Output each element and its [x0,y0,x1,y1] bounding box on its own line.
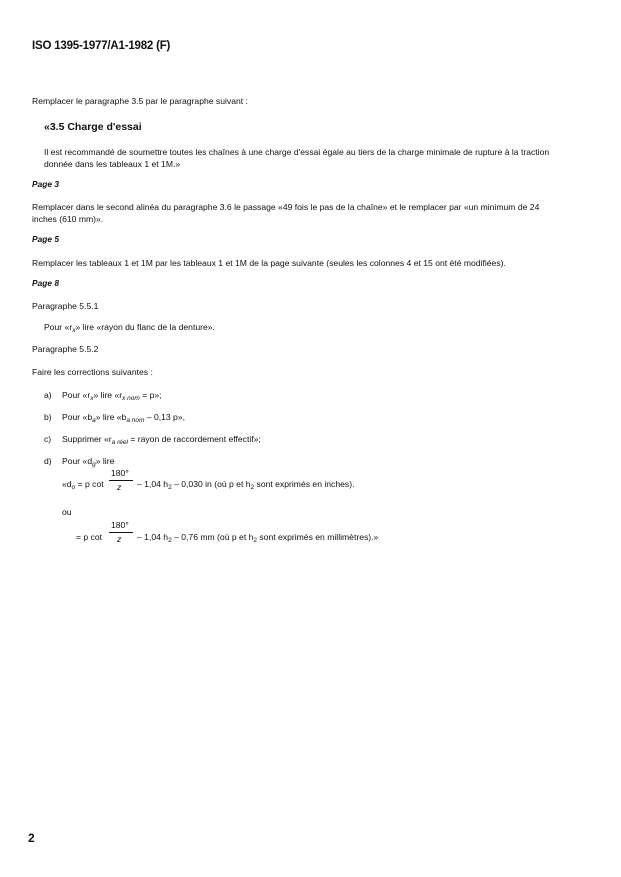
page-3-text-line-1: Remplacer dans le second alinéa du paragraphe 3.6 le passage «49 fois le pas de la chaîne» et le remplacer par «un minimum de 24 [32,202,540,212]
formula-2-numerator: 180° [111,520,129,530]
correction-c-marker: c) [44,434,52,444]
correction-a-marker: a) [44,390,52,400]
page-5-label: Page 5 [32,234,60,244]
formula-2-fraction-bar [109,532,133,533]
formula-1-numerator: 180° [111,468,129,478]
formula-2-lhs: = p cot [76,532,103,542]
correction-b-text: Pour «$b_a$» lire «$b_{a nom} - 0,13$ p», [62,412,186,424]
paragraph-5-5-1-text: Pour «$r_x$» lire «rayon du flanc de la denture». [44,322,215,334]
section-3-5-text-line-2: donnée dans les tableaux 1 et 1M.» [44,159,181,169]
formula-1-fraction-bar [109,480,133,481]
page-number: 2 [28,831,35,845]
correction-c-text: Supprimer «$r_{a réel}$ = rayon de raccordement effectif»; [62,434,261,446]
page-8-label: Page 8 [32,278,60,288]
formula-2-rhs: – 1,04 $h_2 - 0,76$ mm (où p et $h_2$ sont exprimés en millimètres).» [137,532,379,544]
or-connector: ou [62,507,72,517]
corrections-intro: Faire les corrections suivantes : [32,367,153,377]
replace-3-5-instruction: Remplacer le paragraphe 3.5 par le paragraphe suivant : [32,96,248,106]
page-3-label: Page 3 [32,179,60,189]
formula-1-rhs: – 1,04 $h_2 - 0,030$ in (où p et $h_2$ sont exprimés en inches). [137,479,355,491]
document-header: ISO 1395-1977/A1-1982 (F) [32,40,171,52]
formula-2-denominator: z [117,534,122,544]
correction-b-marker: b) [44,412,52,422]
formula-1-denominator: z [117,482,122,492]
formula-1-lhs: «$d_o = p$ cot [62,479,104,491]
page-3-text-line-2: inches (610 mm)». [32,214,104,224]
correction-d-text: Pour «$d_g$» lire [62,456,115,468]
correction-d-marker: d) [44,456,52,466]
paragraph-5-5-1-label: Paragraphe 5.5.1 [32,301,99,311]
section-3-5-title: «3.5 Charge d'essai [44,121,142,133]
page-5-text: Remplacer les tableaux 1 et 1M par les tableaux 1 et 1M de la page suivante (seules les colonnes 4 et 15 ont été modifiées). [32,258,506,268]
correction-a-text: Pour «$r_x$» lire «$r_{x nom} = p$»; [62,390,162,402]
section-3-5-text-line-1: Il est recommandé de soumettre toutes les chaînes à une charge d'essai égale au tiers de la charge minimale de rupture à la traction [44,147,550,157]
paragraph-5-5-2-label: Paragraphe 5.5.2 [32,344,99,354]
